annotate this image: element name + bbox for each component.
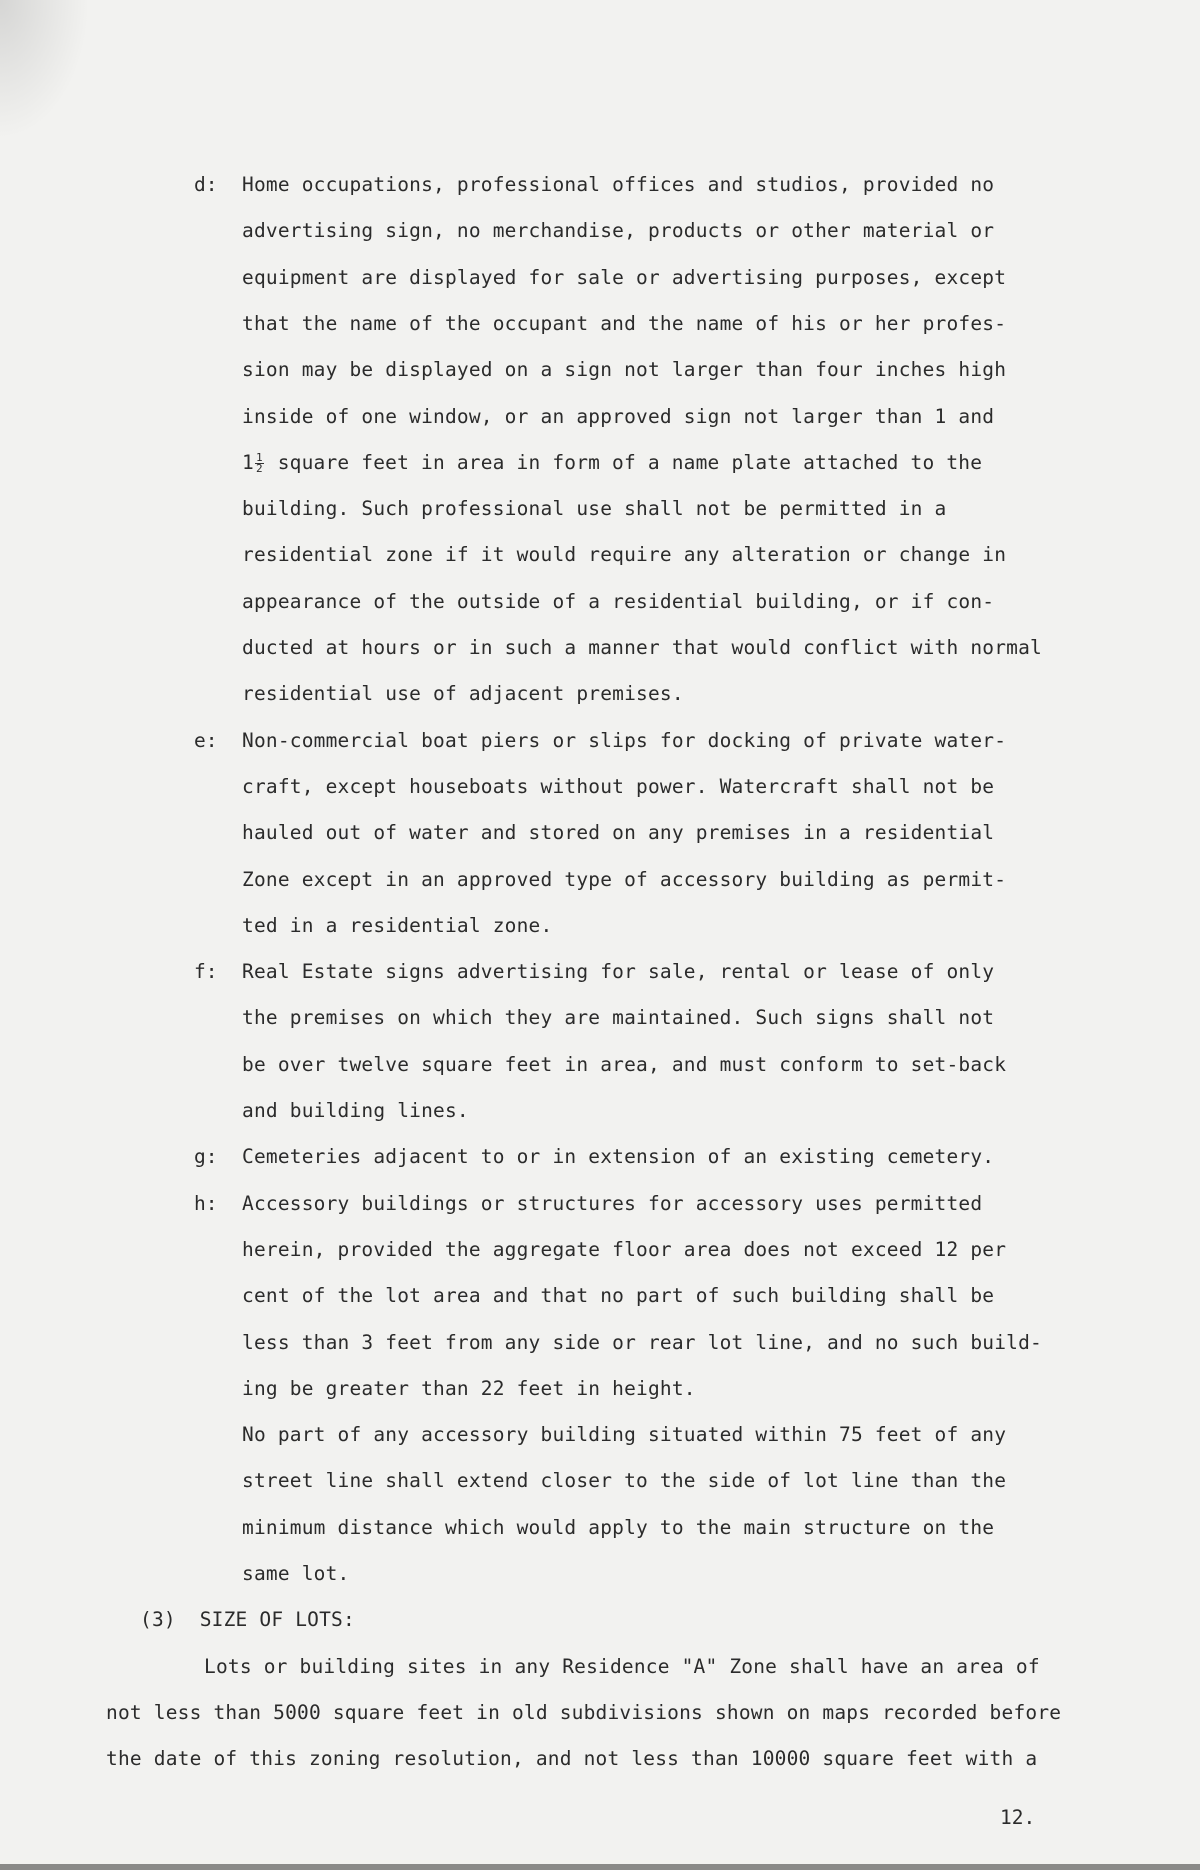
section-heading: (3) SIZE OF LOTS: xyxy=(140,1608,355,1632)
text-line: minimum distance which would apply to the main structure on the xyxy=(242,1515,995,1539)
text-line: that the name of the occupant and the name of his or her profes- xyxy=(242,311,1007,335)
text-line: residential zone if it would require any alteration or change in xyxy=(242,543,1007,567)
item-label: h: xyxy=(194,1191,218,1215)
page-number: 12. xyxy=(1000,1806,1036,1829)
text-line: building. Such professional use shall not be permitted in a xyxy=(242,497,947,521)
fraction-rest: square feet in area in form of a name plate attached to the xyxy=(265,450,983,474)
section-text-line: the date of this zoning resolution, and not less than 10000 square feet with a xyxy=(106,1747,1038,1771)
text-line: be over twelve square feet in area, and must conform to set-back xyxy=(242,1052,1007,1076)
fraction-whole: 1 xyxy=(242,450,254,474)
scan-shadow xyxy=(0,0,90,140)
text-line: Home occupations, professional offices and studios, provided no xyxy=(242,173,995,196)
text-line: equipment are displayed for sale or advertising purposes, except xyxy=(242,265,1007,289)
text-line: herein, provided the aggregate floor area does not exceed 12 per xyxy=(242,1237,1007,1261)
text-line: street line shall extend closer to the side of lot line than the xyxy=(242,1469,1007,1493)
text-line: hauled out of water and stored on any premises in a residential xyxy=(242,821,995,845)
text-line: ducted at hours or in such a manner that would conflict with normal xyxy=(242,636,1042,659)
text-line: less than 3 feet from any side or rear lot line, and no such build- xyxy=(242,1330,1042,1354)
text-line: sion may be displayed on a sign not larger than four inches high xyxy=(242,358,1007,382)
text-line: the premises on which they are maintained. Such signs shall not xyxy=(242,1006,995,1030)
fraction-numerator: 1 xyxy=(255,450,263,464)
item-label: d: xyxy=(194,173,218,196)
item-label: g: xyxy=(194,1145,218,1169)
text-line: inside of one window, or an approved sign not larger than 1 and xyxy=(242,404,995,428)
text-line: Zone except in an approved type of accessory building as permit- xyxy=(242,867,1007,891)
text-line: and building lines. xyxy=(242,1099,469,1122)
text-line: craft, except houseboats without power. Watercraft shall not be xyxy=(242,774,995,798)
fraction-denominator: 2 xyxy=(255,461,263,475)
text-line: residential use of adjacent premises. xyxy=(242,682,684,706)
text-line-with-fraction xyxy=(242,451,982,474)
text-line: ted in a residential zone. xyxy=(242,913,553,937)
text-line: advertising sign, no merchandise, products or other material or xyxy=(242,219,995,243)
text-line: Accessory buildings or structures for accessory uses permitted xyxy=(242,1191,983,1215)
item-label: f: xyxy=(194,960,218,984)
scan-edge xyxy=(0,1864,1200,1870)
text-line: No part of any accessory building situated within 75 feet of any xyxy=(242,1423,1007,1447)
text-line: Real Estate signs advertising for sale, rental or lease of only xyxy=(242,960,995,984)
fraction xyxy=(255,450,264,475)
text-line: ing be greater than 22 feet in height. xyxy=(242,1376,696,1400)
text-line: appearance of the outside of a residential building, or if con- xyxy=(242,589,995,613)
text-line: cent of the lot area and that no part of such building shall be xyxy=(242,1284,995,1308)
text-line: same lot. xyxy=(242,1562,350,1585)
text-line: Cemeteries adjacent to or in extension of an existing cemetery. xyxy=(242,1145,995,1169)
text-line: Non-commercial boat piers or slips for docking of private water- xyxy=(242,728,1007,752)
section-text-line: not less than 5000 square feet in old subdivisions shown on maps recorded before xyxy=(106,1700,1062,1724)
section-text-line: Lots or building sites in any Residence "A" Zone shall have an area of xyxy=(204,1654,1040,1678)
item-label: e: xyxy=(194,728,218,752)
